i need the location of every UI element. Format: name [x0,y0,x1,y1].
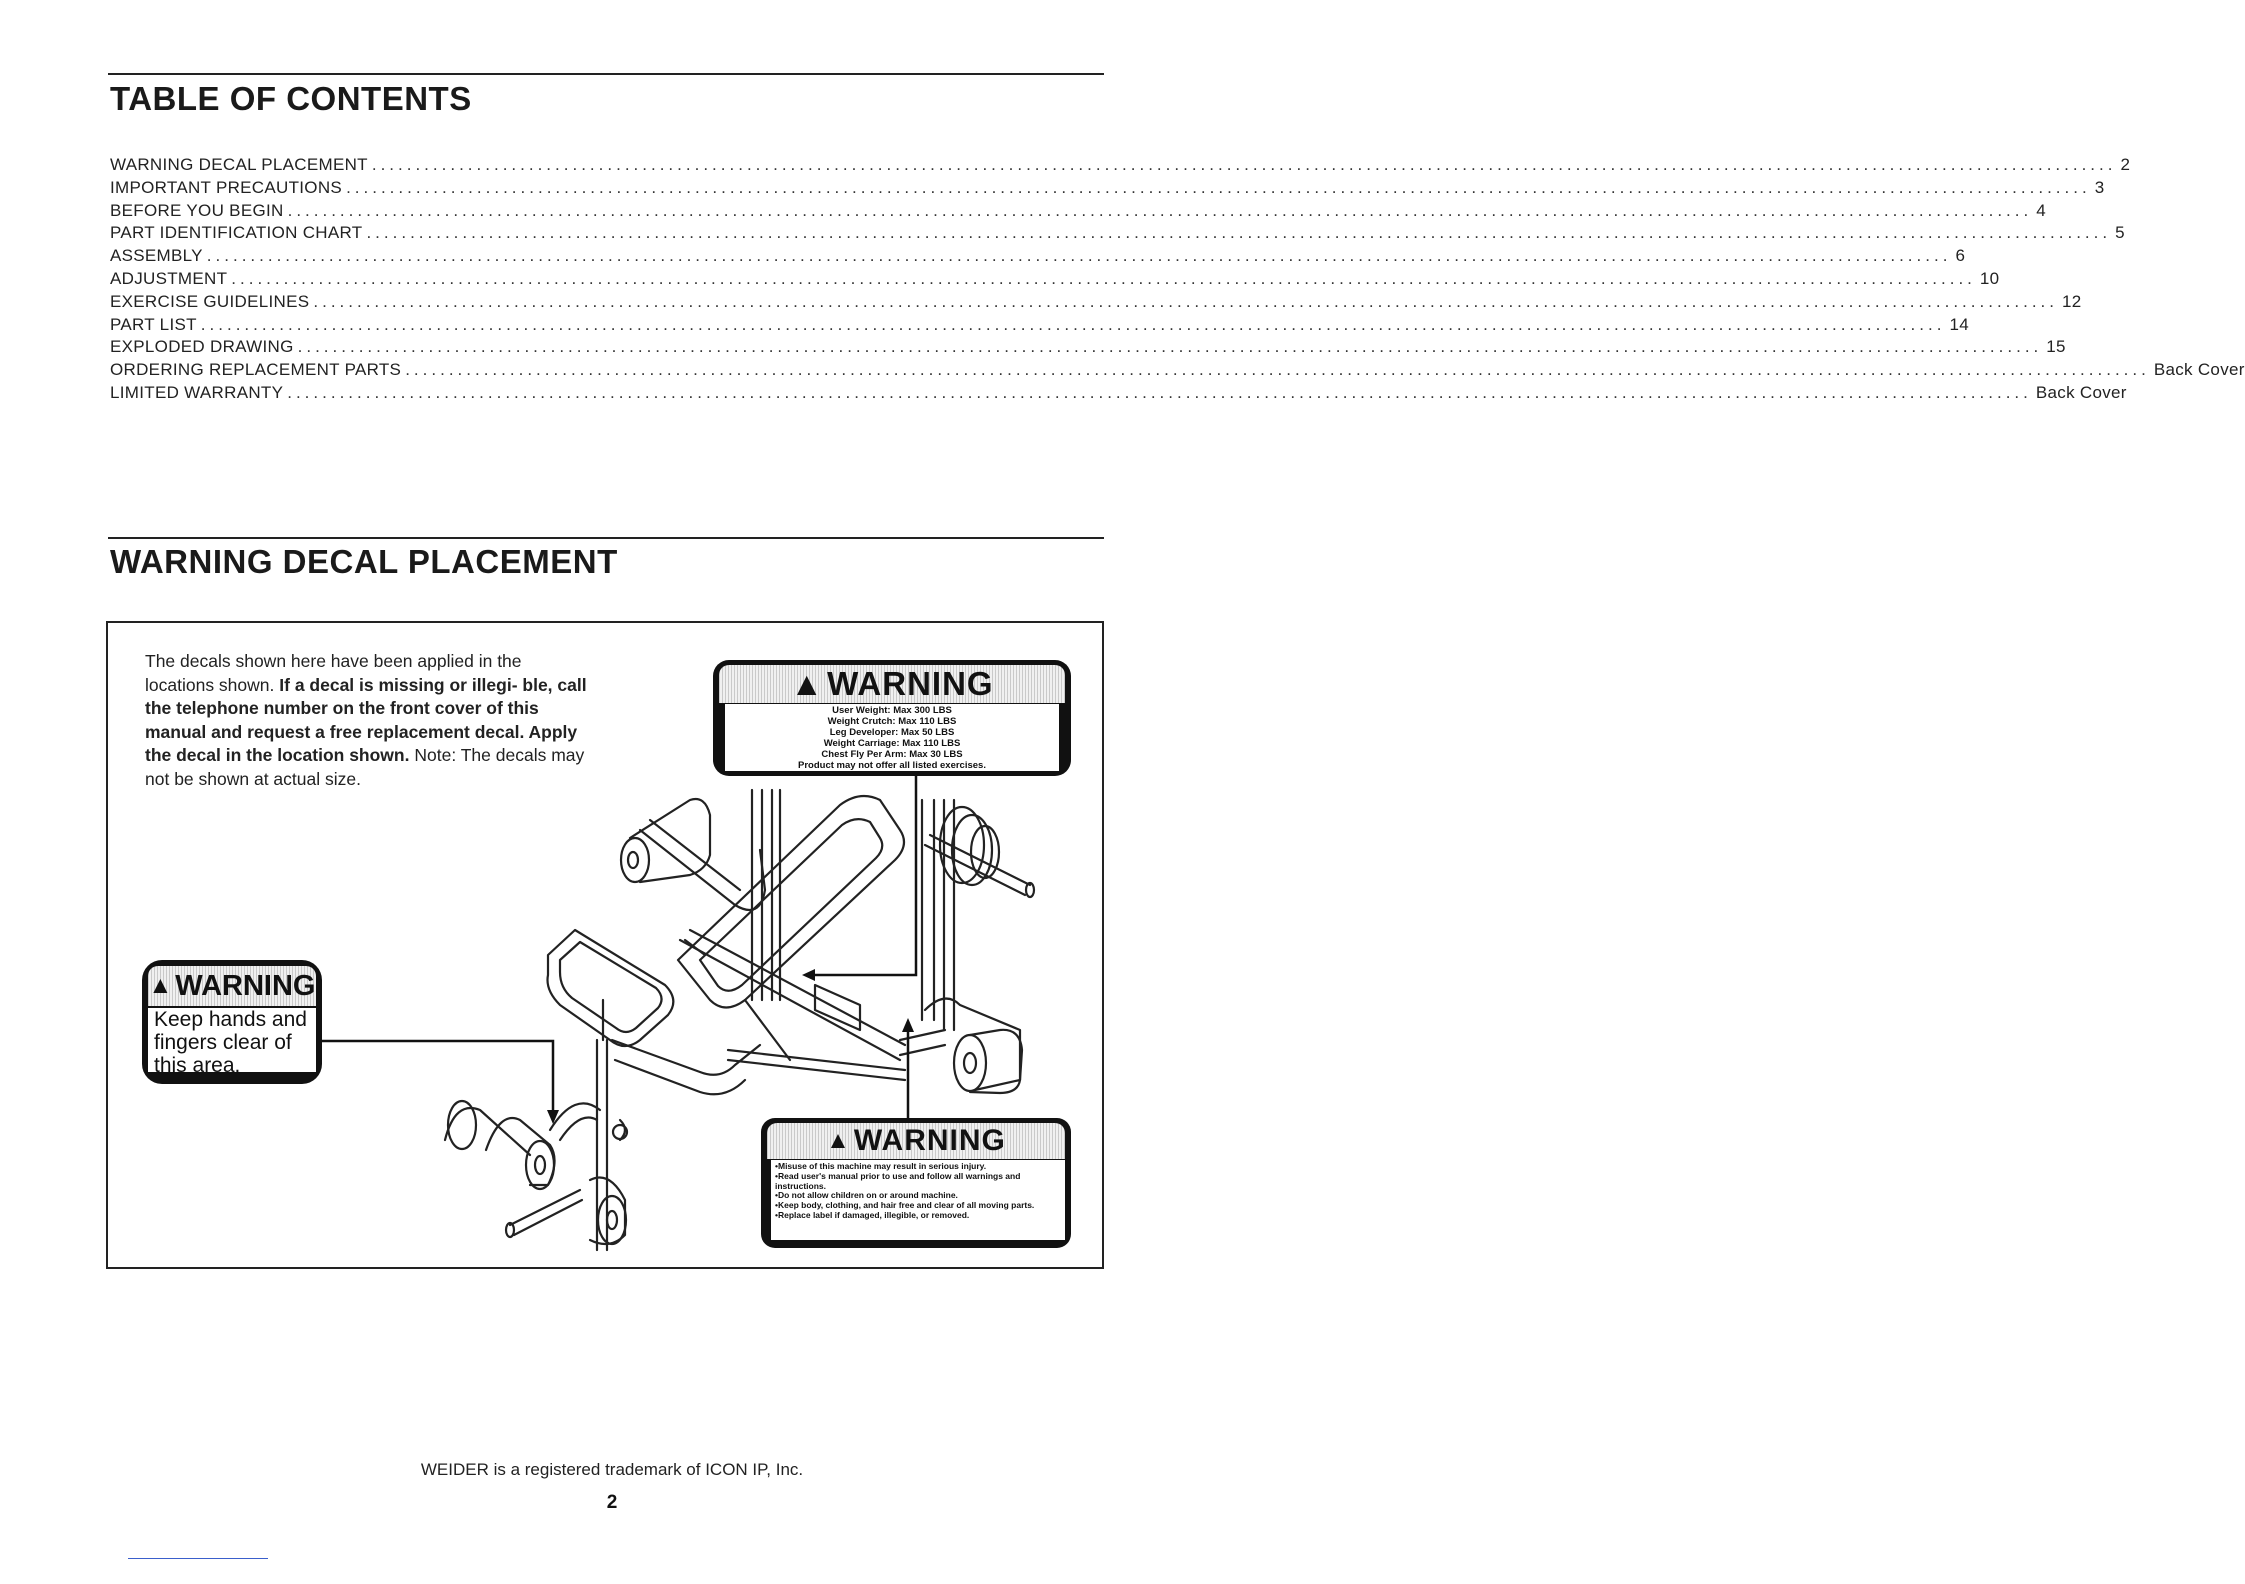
toc-entry-title: PART LIST [110,314,197,334]
toc-leader-dots: ........................................................................................................................................................................................................ [231,268,1976,288]
page-number: 2 [606,1492,618,1513]
warning-triangle-icon: ▲ [148,972,173,999]
decal-keep-hands-clear [142,960,322,1084]
decal-keep-hands-title: WARNING [175,969,316,1002]
toc-leader-dots: ........................................................................................................................................................................................................ [405,360,2150,380]
toc-entry-page: Back Cover [2153,360,2245,380]
warning-triangle-icon: ▲ [790,665,825,702]
toc-entry-title: EXERCISE GUIDELINES [110,291,310,311]
toc-entry-title: BEFORE YOU BEGIN [110,200,284,220]
decal-weight-limit-line: Weight Carriage: Max 110 LBS [823,738,961,749]
toc-entry-title: ASSEMBLY [110,246,203,266]
decal-weight-limits-header [719,665,1065,703]
toc-entry-page: 4 [2036,200,2046,220]
toc-entry-page: 6 [1955,246,1966,266]
decal-weight-limits-body [725,704,1059,763]
trademark-notice: WEIDER is a registered trademark of ICON IP, Inc. [420,1460,804,1479]
toc-leader-dots: ........................................................................................................................................................................................................ [287,200,2033,220]
toc-leader-dots: ........................................................................................................................................................................................................ [200,314,1946,334]
bullet-icon: • [775,1170,778,1181]
decal-weight-limits-footer: Product may not offer all listed exercises. [725,760,1059,771]
bullet-icon: • [775,1190,778,1201]
toc-entry-title: ADJUSTMENT [110,268,228,288]
decal-section-heading: WARNING DECAL PLACEMENT [110,543,618,580]
bullet-icon: • [775,1209,778,1220]
decal-safety-title: WARNING [853,1124,1006,1157]
decal-safety-body [771,1160,1065,1240]
decal-weight-limits [713,660,1071,776]
bullet-icon: • [775,1161,778,1171]
link-underline [128,1558,268,1559]
bullet-icon: • [775,1200,778,1211]
toc-entry-page: 2 [2120,155,2131,174]
decal-weight-limit-line: Chest Fly Per Arm: Max 30 LBS [821,749,963,760]
intro-bold: If a decal is missing or illegi- ble, call the telephone number on the front cover of this manual and request a free replacement decal. Apply the decal in the location shown. [145,674,587,765]
toc-entry-title: ORDERING REPLACEMENT PARTS [110,360,402,380]
decal-keep-hands-body [148,1008,316,1077]
toc-entry-title: EXPLODED DRAWING [110,337,294,357]
toc-leader-dots: ........................................................................................................................................................................................................ [206,246,1952,266]
toc-entry-page: 3 [2094,177,2105,197]
toc-entry-page: 15 [2046,337,2066,357]
decal-safety-bullet-text: Do not allow children on or around machine. [777,1190,958,1201]
toc-leader-dots: ........................................................................................................................................................................................................ [371,155,2117,174]
toc-leader-dots: ........................................................................................................................................................................................................ [313,291,2059,311]
decal-weight-limit-line: Leg Developer: Max 50 LBS [829,727,955,738]
toc-heading: TABLE OF CONTENTS [110,80,472,117]
decal-safety-warnings [761,1118,1071,1248]
decal-safety-bullet-text: Misuse of this machine may result in serious injury. [777,1161,987,1171]
toc-leader-dots: ........................................................................................................................................................................................................ [287,382,2032,402]
toc-entry-title: IMPORTANT PRECAUTIONS [110,177,343,197]
decal-weight-limit-line: Weight Crutch: Max 110 LBS [827,716,957,727]
toc-entry-page: Back Cover [2035,382,2127,402]
decal-weight-limit-line: User Weight: Max 300 LBS [832,705,952,716]
toc-entry-title: LIMITED WARRANTY [110,382,284,402]
toc-entry-page: 14 [1949,314,1969,334]
decal-safety-bullet-text: Keep body, clothing, and hair free and clear of all moving parts. [777,1200,1035,1211]
warning-triangle-icon: ▲ [826,1127,851,1154]
decal-safety-bullet [775,1172,1061,1192]
decal-safety-bullet-text: Read user's manual prior to use and follow all warnings and instructions. [775,1170,1021,1191]
toc-entry-title: PART IDENTIFICATION CHART [110,223,363,243]
decal-safety-header [767,1123,1065,1159]
toc-entry-page: 10 [1979,268,2000,288]
toc-leader-dots: ........................................................................................................................................................................................................ [346,177,2091,197]
toc-leader-dots: ........................................................................................................................................................................................................ [297,337,2043,357]
intro-lead: The decals shown here have been applied in the locations shown. [145,651,522,695]
toc-entry-page: 12 [2062,291,2082,311]
toc-leader-dots: ........................................................................................................................................................................................................ [366,223,2112,243]
decal-weight-limits-title: WARNING [827,665,994,702]
toc-entry-page: 5 [2115,223,2125,243]
decal-keep-hands-text: Keep hands and fingers clear of this area. [154,1008,307,1077]
decal-safety-bullet-text: Replace label if damaged, illegible, or removed. [777,1209,970,1220]
intro-note: Note: The decals may not be shown at actual size. [145,745,585,789]
decal-safety-bullet [775,1211,1061,1221]
toc-entry-title: WARNING DECAL PLACEMENT [110,155,368,174]
decal-keep-hands-header [148,966,316,1006]
